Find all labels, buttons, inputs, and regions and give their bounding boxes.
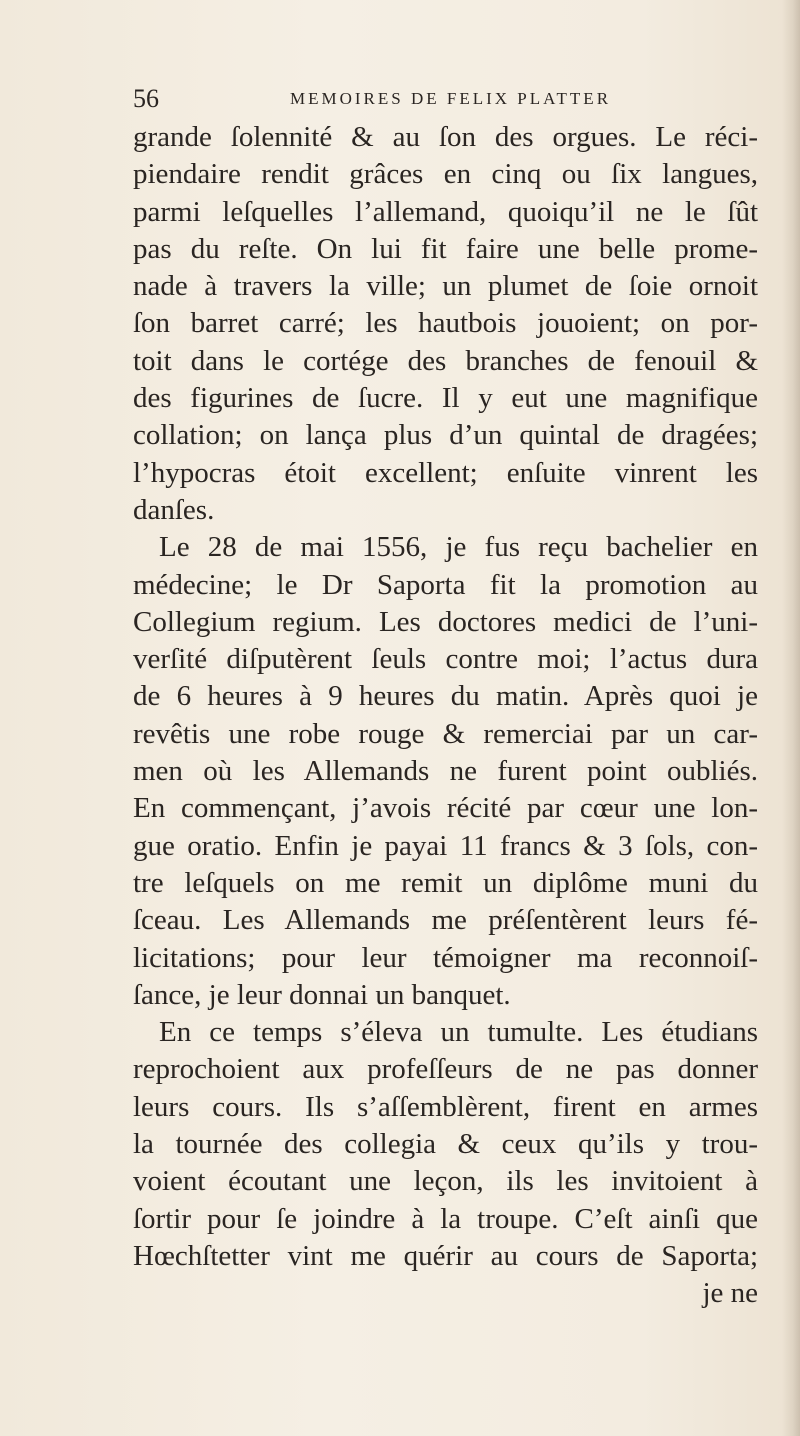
text-line: ſceau. Les Allemands me préſentèrent leurs fé- [133,904,758,937]
text-line: men où les Allemands ne furent point oubliés. [133,755,758,788]
text-line: parmi leſquelles l’allemand, quoiqu’il ne le ſût [133,195,758,228]
paragraph-start-line [133,529,758,566]
text-line: nade à travers la ville; un plumet de ſoie ornoit [133,270,758,303]
text-line: ſance, je leur donnai un banquet. [133,978,511,1011]
paragraph-start-line [133,1014,758,1051]
text-line: de 6 heures à 9 heures du matin. Après quoi je [133,680,758,713]
text-line: leurs cours. Ils s’aſſemblèrent, firent en armes [133,1090,758,1123]
text-line: Hœchſtetter vint me quérir au cours de Saporta; [133,1239,758,1272]
text-line: piendaire rendit grâces en cinq ou ſix langues, [133,158,758,191]
text-line: revêtis une robe rouge & remerciai par un car- [133,717,758,750]
text-line: pas du reſte. On lui fit faire une belle prome- [133,232,758,265]
text-line: gue oratio. Enfin je payai 11 francs & 3 ſols, con- [133,829,758,862]
page-number: 56 [133,84,159,113]
text-line: danſes. [133,493,215,526]
text-line: toit dans le cortége des branches de fenouil & [133,344,758,377]
text-line: ſortir pour ſe joindre à la troupe. C’eſt ainſi que [133,1202,758,1235]
text-line: voient écoutant une leçon, ils les invitoient à [133,1165,758,1198]
running-title: MEMOIRES DE FELIX PLATTER [290,89,612,108]
catchword: je ne [702,1277,758,1310]
text-line: tre leſquels on me remit un diplôme muni du [133,866,758,899]
text-line: reprochoient aux profeſſeurs de ne pas donner [133,1053,758,1086]
page-header [133,86,693,112]
page-edge-shadow [782,0,800,1436]
text-line: En commençant, j’avois récité par cœur une lon- [133,792,758,825]
text-line: la tournée des collegia & ceux qu’ils y trou- [133,1128,758,1161]
body-text [133,119,758,1313]
text-line: licitations; pour leur témoigner ma reconnoiſ- [133,941,758,974]
text-line: Collegium regium. Les doctores medici de l’uni- [133,605,758,638]
text-line: verſité diſputèrent ſeuls contre moi; l’actus dura [133,643,758,676]
text-line: ſon barret carré; les hautbois jouoient; on por- [133,307,758,340]
text-line: des figurines de ſucre. Il y eut une magnifique [133,382,758,415]
text-line: collation; on lança plus d’un quintal de dragées; [133,419,758,452]
text-line: Le 28 de mai 1556, je fus reçu bachelier en [159,531,758,564]
text-line: En ce temps s’éleva un tumulte. Les étudians [159,1016,758,1049]
text-line: l’hypocras étoit excellent; enſuite vinrent les [133,456,758,489]
text-line: grande ſolennité & au ſon des orgues. Le réci- [133,121,758,153]
text-line: médecine; le Dr Saporta fit la promotion au [133,568,758,601]
